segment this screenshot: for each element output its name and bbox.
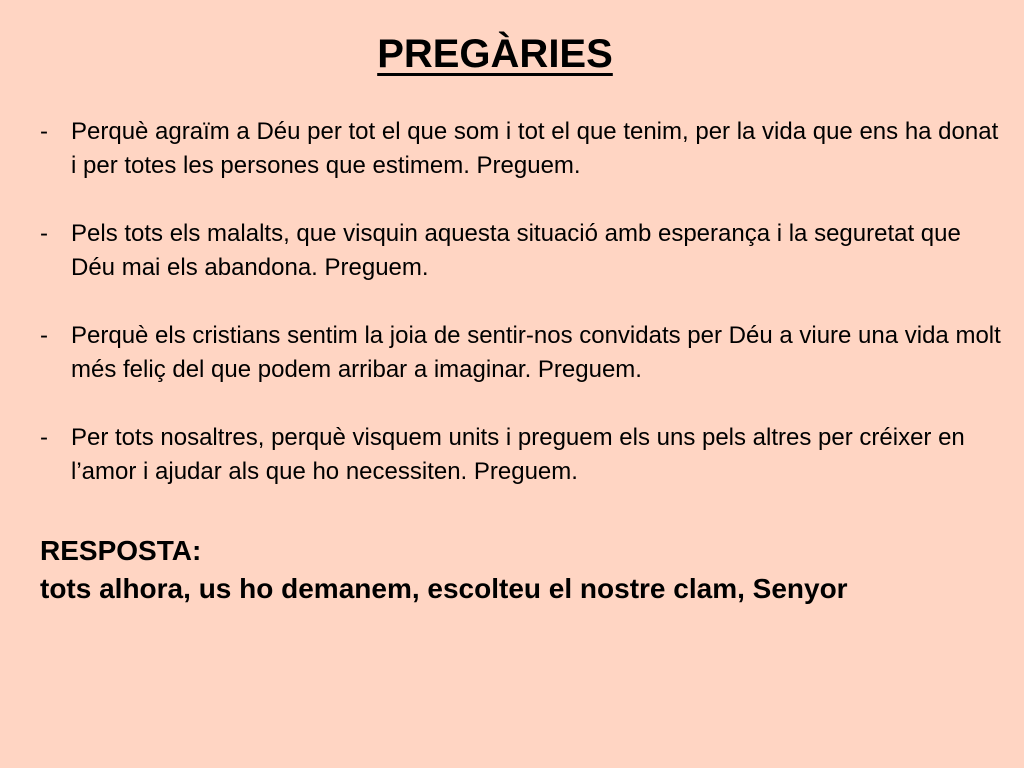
prayer-text: Per tots nosaltres, perquè visquem units i preguem els uns pels altres per créixer en l’amor i ajudar als que ho necessiten. Preguem.	[71, 424, 965, 485]
prayer-list	[40, 115, 1010, 523]
bullet-dash: -	[40, 220, 48, 247]
prayer-text: Perquè agraïm a Déu per tot el que som i tot el que tenim, per la vida que ens ha donat i per totes les persones que estimem. Preguem.	[71, 118, 999, 179]
page-title: PREGÀRIES	[377, 32, 613, 76]
response-block	[40, 532, 1000, 608]
prayer-text: Pels tots els malalts, que visquin aquesta situació amb esperança i la seguretat que Déu mai els abandona. Preguem.	[71, 220, 961, 281]
prayer-text: Perquè els cristians sentim la joia de sentir-nos convidats per Déu a viure una vida molt més feliç del que podem arribar a imaginar. Preguem.	[71, 322, 1001, 383]
bullet-dash: -	[40, 118, 48, 145]
prayer-item-2	[40, 217, 1010, 285]
bullet-dash: -	[40, 424, 48, 451]
response-label: RESPOSTA:	[40, 535, 202, 566]
bullet-dash: -	[40, 322, 48, 349]
prayer-item-4	[40, 421, 1010, 489]
prayer-item-1	[40, 115, 1010, 183]
response-text: tots alhora, us ho demanem, escolteu el nostre clam, Senyor	[40, 573, 848, 604]
prayer-item-3	[40, 319, 1010, 387]
